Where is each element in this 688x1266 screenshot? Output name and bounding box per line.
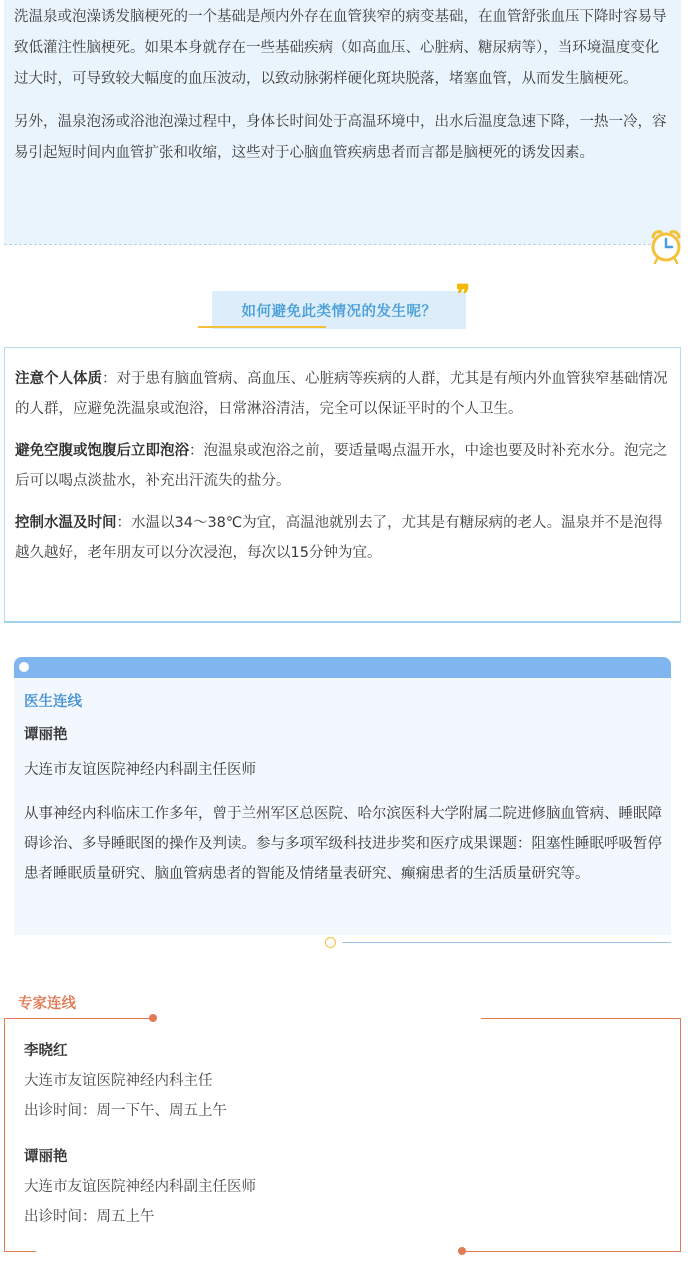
- doctor-card-header-bar: [14, 657, 671, 678]
- intro-paragraph-2: 另外，温泉泡汤或浴池泡澡过程中，身体长时间处于高温环境中，出水后温度急速下降，一热一冷，容易引起短时间内血管扩张和收缩，这些对于心脑血管疾病患者而言都是脑梗死的诱发因素。: [14, 114, 667, 161]
- divider-ring-icon: [325, 937, 336, 948]
- intro-divider: [4, 244, 656, 245]
- expert-title: 大连市友谊医院神经内科主任: [24, 1073, 213, 1089]
- doctor-bio: 从事神经内科临床工作多年，曾于兰州军区总医院、哈尔滨医科大学附属二院进修脑血管病、睡眠障碍诊治、多导睡眠图的操作及判读。参与多项军级科技进步奖和医疗成果课题：阻塞性睡眠呼吸暂停患者睡眠质量研究、脑血管病患者的智能及情绪量表研究、癫痫患者的生活质量研究等。: [24, 806, 662, 882]
- tip-label: 避免空腹或饱腹后立即泡浴: [15, 443, 189, 459]
- tip-text: ：水温以34～38℃为宜，高温池就别去了，尤其是有糖尿病的老人。温泉并不是泡得越久越好，老年朋友可以分次浸泡，每次以15分钟为宜。: [15, 515, 663, 561]
- tip-text: ：对于患有脑血管病、高血压、心脏病等疾病的人群，尤其是有颅内外血管狭窄基础情况的人群，应避免洗温泉或泡浴，日常淋浴清洁，完全可以保证平时的个人卫生。: [15, 371, 668, 417]
- quote-mark-icon: ❞: [456, 280, 470, 310]
- experts-border-gap: [36, 1249, 461, 1254]
- expert-title: 大连市友谊医院神经内科副主任医师: [24, 1179, 256, 1195]
- doctor-name: 谭丽艳: [24, 727, 68, 743]
- expert-hours: 出诊时间：周一下午、周五上午: [24, 1103, 227, 1119]
- doctor-heading: 医生连线: [24, 694, 82, 710]
- expert-item: [24, 1142, 664, 1232]
- doctor-title: 大连市友谊医院神经内科副主任医师: [24, 762, 256, 778]
- expert-item: [24, 1036, 664, 1126]
- experts-border-gap: [156, 1016, 481, 1021]
- doctor-card-body: [24, 687, 664, 889]
- intro-section: [4, 0, 681, 244]
- tips-box: [4, 347, 681, 623]
- expert-name: 李晓红: [24, 1043, 68, 1059]
- tip-item: [15, 436, 670, 496]
- tip-item: [15, 364, 670, 424]
- expert-name: 谭丽艳: [24, 1149, 68, 1165]
- section-question-title: 如何避免此类情况的发生呢？: [212, 291, 466, 329]
- intro-paragraph-1: 洗温泉或泡澡诱发脑梗死的一个基础是颅内外存在血管狭窄的病变基础，在血管舒张血压下降时容易导致低灌注性脑梗死。如果本身就存在一些基础疾病（如高血压、心脏病、糖尿病等），当环境温度变化过大时，可导致较大幅度的血压波动，以致动脉粥样硬化斑块脱落，堵塞血管，从而发生脑梗死。: [14, 9, 667, 87]
- expert-hours: 出诊时间：周五上午: [24, 1209, 155, 1225]
- doctor-divider-line: [342, 942, 671, 943]
- experts-dot-icon: [458, 1247, 466, 1255]
- experts-dot-icon: [149, 1014, 157, 1022]
- tip-label: 控制水温及时间: [15, 515, 117, 531]
- doctor-card: [14, 657, 671, 935]
- tip-text: ：泡温泉或泡浴之前，要适量喝点温开水，中途也要及时补充水分。泡完之后可以喝点淡盐水，补充出汗流失的盐分。: [15, 443, 668, 489]
- experts-heading: 专家连线: [18, 996, 76, 1012]
- doctor-card-dot: [19, 662, 29, 672]
- experts-list: [24, 1036, 664, 1248]
- alarm-clock-icon: [646, 226, 686, 266]
- question-underline: [198, 326, 326, 328]
- tip-label: 注意个人体质: [15, 371, 102, 387]
- tip-item: [15, 508, 670, 568]
